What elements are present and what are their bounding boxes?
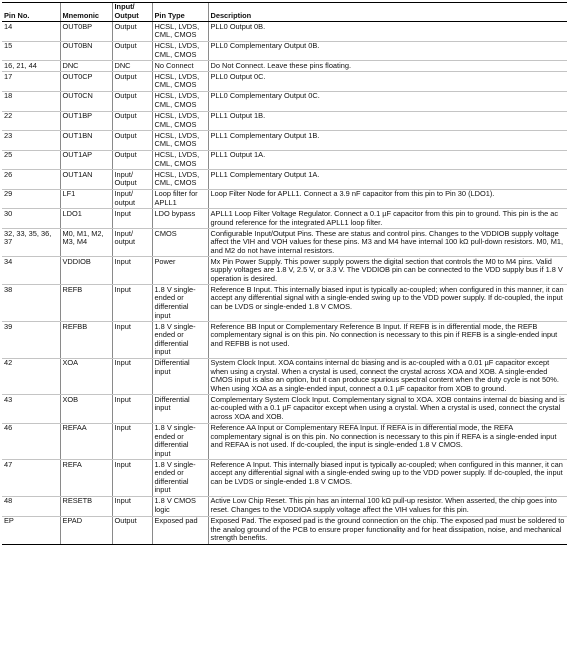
io-cell: Input	[112, 496, 152, 516]
io-cell: Output	[112, 150, 152, 170]
table-row	[2, 91, 567, 111]
description-cell: Exposed Pad. The exposed pad is the ground connection on the chip. The exposed pad must be soldered to the analog ground of the PCB to ensure proper functionality and for heat dissipation, noise, and mechanical strength benefits.	[208, 516, 567, 544]
pin-type-cell: 1.8 V single-ended or differential input	[152, 285, 208, 322]
description-cell: Complementary System Clock Input. Complementary signal to XOA. XOB contains internal dc biasing and is ac-coupled with a 0.1 µF capacitor except when using a crystal. When a crystal is used, connect the crystal across XOA and XOB.	[208, 395, 567, 423]
pin-number-cell: 14	[2, 22, 60, 42]
mnemonic-cell: EPAD	[60, 516, 112, 544]
header-row	[2, 3, 567, 22]
io-cell: Input	[112, 460, 152, 497]
io-cell: Input	[112, 423, 152, 460]
table-row	[2, 423, 567, 460]
table-row	[2, 285, 567, 322]
pin-number-cell: 30	[2, 209, 60, 229]
pin-number-cell: 23	[2, 131, 60, 151]
mnemonic-cell: OUT1BP	[60, 111, 112, 131]
pin-type-cell: LDO bypass	[152, 209, 208, 229]
mnemonic-cell: DNC	[60, 61, 112, 72]
pin-type-cell: HCSL, LVDS, CML, CMOS	[152, 72, 208, 92]
table-row	[2, 460, 567, 497]
mnemonic-cell: LDO1	[60, 209, 112, 229]
header-description: Description	[208, 3, 567, 22]
pin-type-cell: HCSL, LVDS, CML, CMOS	[152, 131, 208, 151]
pin-type-cell: HCSL, LVDS, CML, CMOS	[152, 111, 208, 131]
pin-number-cell: 34	[2, 257, 60, 285]
table-row	[2, 395, 567, 423]
mnemonic-cell: OUT0CP	[60, 72, 112, 92]
io-cell: Output	[112, 41, 152, 61]
mnemonic-cell: XOA	[60, 358, 112, 395]
io-cell: Input/ Output	[112, 170, 152, 190]
description-cell: PLL0 Output 0B.	[208, 22, 567, 42]
pin-type-cell: HCSL, LVDS, CML, CMOS	[152, 22, 208, 42]
pin-number-cell: 39	[2, 322, 60, 359]
mnemonic-cell: REFAA	[60, 423, 112, 460]
pin-type-cell: 1.8 V single-ended or differential input	[152, 322, 208, 359]
table-row	[2, 131, 567, 151]
pin-type-cell: HCSL, LVDS, CML, CMOS	[152, 170, 208, 190]
pin-type-cell: No Connect	[152, 61, 208, 72]
mnemonic-cell: REFA	[60, 460, 112, 497]
pin-number-cell: 47	[2, 460, 60, 497]
table-row	[2, 209, 567, 229]
mnemonic-cell: VDDIOB	[60, 257, 112, 285]
pin-number-cell: 29	[2, 189, 60, 209]
io-cell: Output	[112, 516, 152, 544]
pin-type-cell: CMOS	[152, 229, 208, 257]
description-cell: Reference BB Input or Complementary Reference B Input. If REFB is in differential mode, the REFB complementary signal is on this pin. No connection is necessary to this pin if REFB is a single-ended input and REFBB is not used.	[208, 322, 567, 359]
table-row	[2, 496, 567, 516]
io-cell: Output	[112, 91, 152, 111]
pin-number-cell: 43	[2, 395, 60, 423]
table-row	[2, 150, 567, 170]
header-mnemonic: Mnemonic	[60, 3, 112, 22]
pin-type-cell: Exposed pad	[152, 516, 208, 544]
pin-number-cell: 18	[2, 91, 60, 111]
mnemonic-cell: OUT1AP	[60, 150, 112, 170]
mnemonic-cell: OUT0CN	[60, 91, 112, 111]
pin-number-cell: 46	[2, 423, 60, 460]
description-cell: PLL1 Output 1B.	[208, 111, 567, 131]
pin-number-cell: 42	[2, 358, 60, 395]
description-cell: PLL0 Output 0C.	[208, 72, 567, 92]
table-row	[2, 111, 567, 131]
description-cell: PLL1 Output 1A.	[208, 150, 567, 170]
io-cell: Input	[112, 395, 152, 423]
table-body	[2, 22, 567, 545]
io-cell: Input	[112, 358, 152, 395]
header-pin-no: Pin No.	[2, 3, 60, 22]
pin-number-cell: 22	[2, 111, 60, 131]
table-row	[2, 358, 567, 395]
io-cell: Output	[112, 72, 152, 92]
table-row	[2, 189, 567, 209]
io-cell: Input	[112, 322, 152, 359]
table-row	[2, 41, 567, 61]
io-cell: Output	[112, 131, 152, 151]
table-row	[2, 257, 567, 285]
description-cell: PLL0 Complementary Output 0C.	[208, 91, 567, 111]
io-cell: DNC	[112, 61, 152, 72]
pin-function-table	[2, 2, 567, 545]
pin-type-cell: HCSL, LVDS, CML, CMOS	[152, 150, 208, 170]
pin-number-cell: 32, 33, 35, 36, 37	[2, 229, 60, 257]
pin-type-cell: Differential input	[152, 358, 208, 395]
io-cell: Input	[112, 285, 152, 322]
pin-number-cell: 38	[2, 285, 60, 322]
io-cell: Input/ output	[112, 229, 152, 257]
description-cell: System Clock Input. XOA contains internal dc biasing and is ac-coupled with a 0.01 µF capacitor except when using a crystal. When a crystal is used, connect the crystal across XOA and XOB. A single-ended CMOS input is also an option, but it can produce spurious spectral content when the duty cycle is not 50%. When using XOA as a single-ended input, connect a 0.1 µF capacitor from XOB to ground.	[208, 358, 567, 395]
table-row	[2, 322, 567, 359]
pin-type-cell: Differential input	[152, 395, 208, 423]
mnemonic-cell: OUT1AN	[60, 170, 112, 190]
io-cell: Input	[112, 257, 152, 285]
pin-type-cell: 1.8 V CMOS logic	[152, 496, 208, 516]
description-cell: Reference B Input. This internally biased input is typically ac-coupled; when configured in this manner, it can accept any differential signal with a single-ended swing up to the VDD power supply. If dc-coupled, the input can be LVDS or single-ended 1.8 V CMOS.	[208, 285, 567, 322]
table-row	[2, 22, 567, 42]
pin-type-cell: 1.8 V single-ended or differential input	[152, 423, 208, 460]
mnemonic-cell: OUT0BN	[60, 41, 112, 61]
description-cell: Reference A Input. This internally biased input is typically ac-coupled; when configured in this manner, it can accept any differential signal with a single-ended swing up to the VDD power supply. If dc-coupled, the input can be LVDS or single-ended 1.8 V CMOS.	[208, 460, 567, 497]
pin-number-cell: 16, 21, 44	[2, 61, 60, 72]
description-cell: Loop Filter Node for APLL1. Connect a 3.9 nF capacitor from this pin to Pin 30 (LDO1).	[208, 189, 567, 209]
pin-number-cell: 15	[2, 41, 60, 61]
table-row	[2, 516, 567, 544]
mnemonic-cell: M0, M1, M2, M3, M4	[60, 229, 112, 257]
header-input-output: Input/ Output	[112, 3, 152, 22]
io-cell: Output	[112, 111, 152, 131]
pin-type-cell: HCSL, LVDS, CML, CMOS	[152, 91, 208, 111]
header-pin-type: Pin Type	[152, 3, 208, 22]
description-cell: PLL0 Complementary Output 0B.	[208, 41, 567, 61]
pin-number-cell: 26	[2, 170, 60, 190]
mnemonic-cell: OUT0BP	[60, 22, 112, 42]
description-cell: PLL1 Complementary Output 1B.	[208, 131, 567, 151]
io-cell: Input/ output	[112, 189, 152, 209]
io-cell: Input	[112, 209, 152, 229]
mnemonic-cell: RESETB	[60, 496, 112, 516]
table-row	[2, 170, 567, 190]
pin-number-cell: 48	[2, 496, 60, 516]
table-header	[2, 3, 567, 22]
mnemonic-cell: XOB	[60, 395, 112, 423]
pin-number-cell: 17	[2, 72, 60, 92]
description-cell: Mx Pin Power Supply. This power supply powers the digital section that controls the M0 to M4 pins. Valid supply voltages are 1.8 V, 2.5 V, or 3.3 V. The VDDIOB pin can be connected to the VDD supply bus if 1.8 V operation is desired.	[208, 257, 567, 285]
description-cell: Do Not Connect. Leave these pins floating.	[208, 61, 567, 72]
table-row	[2, 229, 567, 257]
io-cell: Output	[112, 22, 152, 42]
mnemonic-cell: REFBB	[60, 322, 112, 359]
description-cell: Configurable Input/Output Pins. These are status and control pins. Changes to the VDDIOB supply voltage affect the VIH and VOH values for these pins. M3 and M4 have internal 100 kΩ pull-down resistors. M0, M1, and M2 do not have internal resistors.	[208, 229, 567, 257]
pin-number-cell: 25	[2, 150, 60, 170]
mnemonic-cell: OUT1BN	[60, 131, 112, 151]
pin-type-cell: 1.8 V single-ended or differential input	[152, 460, 208, 497]
description-cell: PLL1 Complementary Output 1A.	[208, 170, 567, 190]
description-cell: Active Low Chip Reset. This pin has an internal 100 kΩ pull-up resistor. When asserted, the chip goes into reset. Changes to the VDDIOA supply voltage affect the VIH values for this pin.	[208, 496, 567, 516]
table-row	[2, 72, 567, 92]
mnemonic-cell: LF1	[60, 189, 112, 209]
description-cell: Reference AA Input or Complementary REFA Input. If REFA is in differential mode, the REFA complementary signal is on this pin. No connection is necessary to this pin if REFA is a single-ended input and REFAA is not used. If dc-coupled, the input is single-ended 1.8 V CMOS.	[208, 423, 567, 460]
pin-number-cell: EP	[2, 516, 60, 544]
pin-type-cell: Loop filter for APLL1	[152, 189, 208, 209]
mnemonic-cell: REFB	[60, 285, 112, 322]
pin-type-cell: HCSL, LVDS, CML, CMOS	[152, 41, 208, 61]
table-row	[2, 61, 567, 72]
pin-type-cell: Power	[152, 257, 208, 285]
description-cell: APLL1 Loop Filter Voltage Regulator. Connect a 0.1 µF capacitor from this pin to ground. This pin is the ac ground reference for the integrated APLL1 loop filter.	[208, 209, 567, 229]
